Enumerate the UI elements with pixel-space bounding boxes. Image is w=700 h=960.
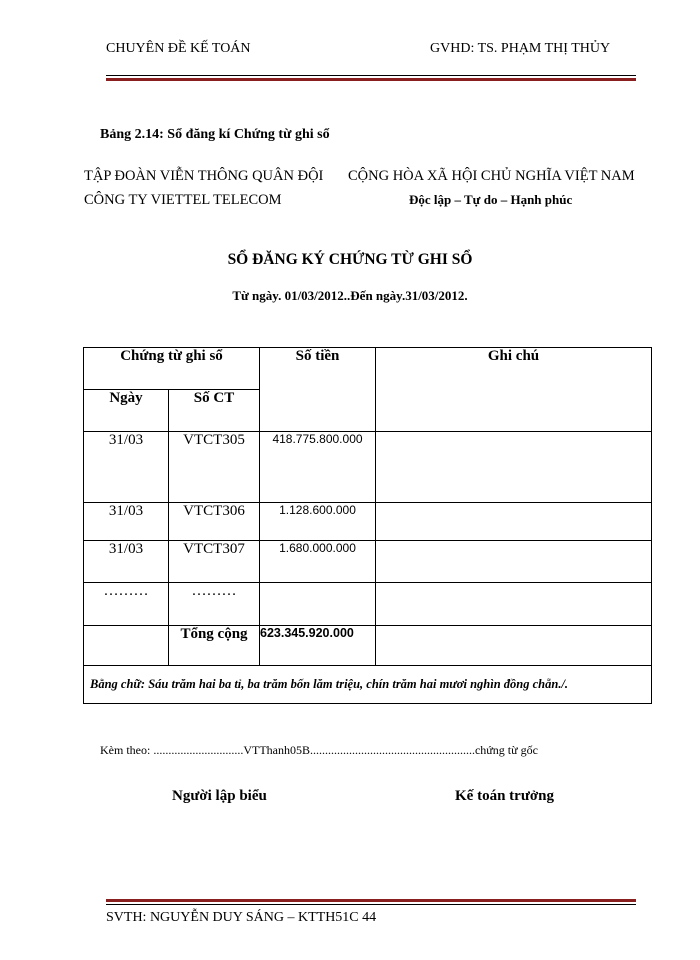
- signature-preparer: Người lập biểu: [172, 788, 267, 804]
- voucher-register-table: [83, 347, 652, 704]
- row-number: VTCT306: [169, 503, 260, 541]
- document-title: SỔ ĐĂNG KÝ CHỨNG TỪ GHI SỔ: [227, 251, 473, 268]
- row-amount: 418.775.800.000: [260, 432, 376, 503]
- row-number: VTCT305: [169, 432, 260, 503]
- row-date: 31/03: [84, 541, 169, 583]
- row-note: [376, 432, 652, 503]
- row-amount: 1.680.000.000: [260, 541, 376, 583]
- row-amount: 1.128.600.000: [260, 503, 376, 541]
- header-amount: Số tiền: [260, 348, 376, 432]
- row-date: 31/03: [84, 503, 169, 541]
- table-row: [84, 503, 652, 541]
- amount-in-words: Bằng chữ: Sáu trăm hai ba tỉ, ba trăm bốn lăm triệu, chín trăm hai mươi nghìn đồng chẵn./.: [84, 666, 652, 704]
- row-number: ………: [169, 583, 260, 626]
- table-row: [84, 541, 652, 583]
- row-note: [376, 503, 652, 541]
- table-row: [84, 583, 652, 626]
- header-rule-thick: [106, 78, 636, 81]
- header-left-title: CHUYÊN ĐỀ KẾ TOÁN: [106, 41, 251, 56]
- header-date: Ngày: [84, 390, 169, 432]
- date-range: Từ ngày. 01/03/2012..Đến ngày.31/03/2012.: [232, 288, 468, 303]
- signature-chief-accountant: Kế toán trưởng: [455, 788, 554, 804]
- footer-student: SVTH: NGUYỄN DUY SÁNG – KTTH51C 44: [106, 910, 377, 925]
- row-date: 31/03: [84, 432, 169, 503]
- republic-line1: CỘNG HÒA XÃ HỘI CHỦ NGHĨA VIỆT NAM: [348, 168, 635, 184]
- header-rule-thin: [106, 75, 636, 76]
- attachment-line: Kèm theo: ..............................VTThanh05B.......................................................chứng từ gốc: [100, 743, 538, 757]
- row-note: [376, 583, 652, 626]
- header-right-advisor: GVHD: TS. PHẠM THỊ THỦY: [430, 41, 611, 56]
- organization-line1: TẬP ĐOÀN VIỄN THÔNG QUÂN ĐỘI: [84, 168, 324, 184]
- table-row: [84, 432, 652, 503]
- table-total-row: [84, 626, 652, 666]
- header-voucher: Chứng từ ghi sổ: [84, 348, 260, 390]
- total-date-empty: [84, 626, 169, 666]
- row-date: ………: [84, 583, 169, 626]
- header-number: Số CT: [169, 390, 260, 432]
- organization-line2: CÔNG TY VIETTEL TELECOM: [84, 192, 282, 208]
- row-amount: [260, 583, 376, 626]
- footer-rule-thin: [106, 904, 636, 905]
- footer-rule-thick: [106, 899, 636, 902]
- table-in-words-row: [84, 666, 652, 704]
- republic-motto: Độc lập – Tự do – Hạnh phúc: [409, 192, 573, 207]
- row-note: [376, 541, 652, 583]
- total-note-empty: [376, 626, 652, 666]
- table-header-row: [84, 348, 652, 390]
- table-caption: Bảng 2.14: Sổ đăng kí Chứng từ ghi sổ: [100, 127, 330, 142]
- header-note: Ghi chú: [376, 348, 652, 432]
- total-amount: 623.345.920.000: [260, 626, 376, 666]
- row-number: VTCT307: [169, 541, 260, 583]
- total-label: Tổng cộng: [169, 626, 260, 666]
